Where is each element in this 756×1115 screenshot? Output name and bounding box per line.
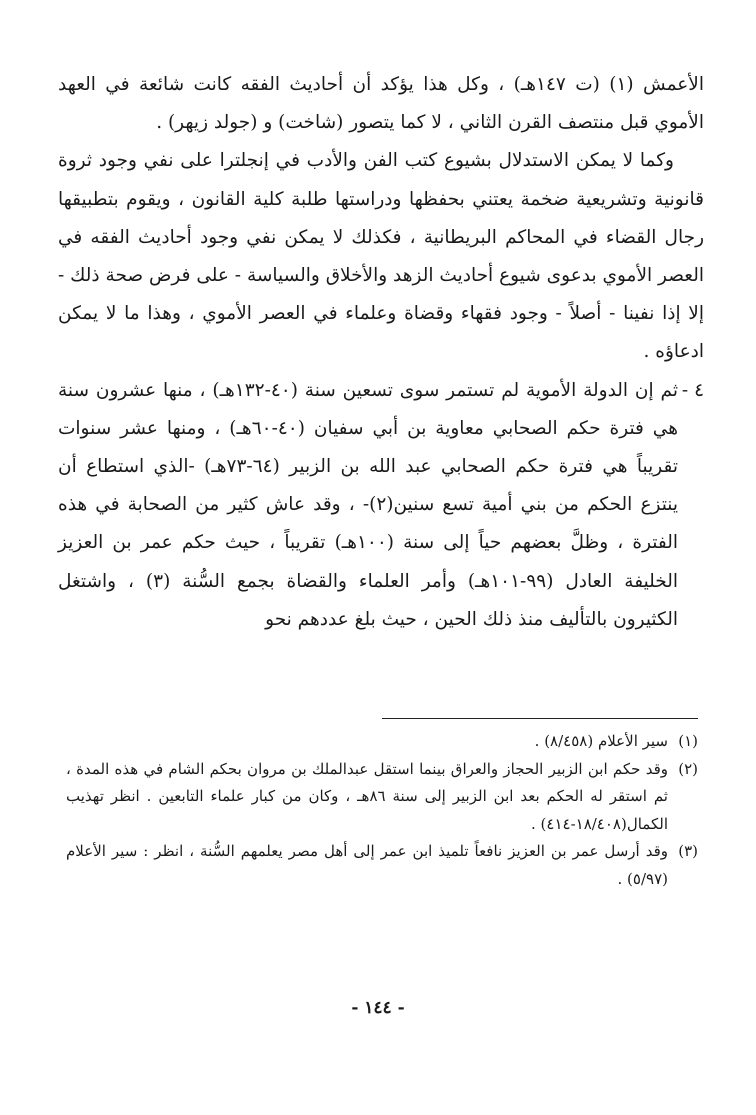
main-text bbox=[58, 66, 704, 639]
footnote-text: وقد حكم ابن الزبير الحجاز والعراق بينما استقل عبدالملك بن مروان بحكم الشام في هذه المدة ، ثم استقر له الحكم بعد ابن الزبير إلى سنة ٨٦هـ ، وكان من كبار علماء التابعين . انظر تهذيب الكمال(١٨/٤٠٨-٤١٤) . bbox=[66, 759, 668, 833]
paragraph-1: الأعمش (١) (ت ١٤٧هـ) ، وكل هذا يؤكد أن أحاديث الفقه كانت شائعة في العهد الأموي قبل منتصف القرن الثاني ، لا كما يتصور (شاخت) و (جولد زيهر) . bbox=[58, 74, 704, 134]
paragraph-2: وكما لا يمكن الاستدلال بشيوع كتب الفن والأدب في إنجلترا على نفي وجود ثروة قانونية وتشريعية ضخمة يعتني بحفظها ودراستها طلبة كلية القانون ، ويقوم بتطبيقها رجال القضاء في المحاكم البريطانية ، فكذلك لا يمكن نفي وجود أحاديث الفقه في العصر الأموي بدعوى شيوع أحاديث الزهد والأخلاق والسياسة - على فرض صحة ذلك - إلا إذا نفينا - أصلاً - وجود فقهاء وقضاة وعلماء في العصر الأموي ، وهذا ما لا يمكن ادعاؤه . bbox=[58, 150, 704, 363]
footnotes bbox=[66, 728, 698, 893]
footnote-number: (٣) bbox=[678, 842, 698, 860]
footnote-3 bbox=[66, 838, 698, 893]
footnote-text: وقد أرسل عمر بن العزيز نافعاً تلميذ ابن عمر إلى أهل مصر يعلمهم السُّنة ، انظر : سير الأعلام (٥/٩٧) . bbox=[66, 842, 668, 888]
numbered-item-4 bbox=[58, 372, 704, 639]
item-number: ٤ - bbox=[681, 379, 704, 401]
footnote-text: سير الأعلام (٨/٤٥٨) . bbox=[534, 732, 668, 750]
footnote-number: (١) bbox=[678, 732, 698, 750]
footnote-divider bbox=[382, 718, 698, 719]
footnote-2 bbox=[66, 756, 698, 839]
footnote-1 bbox=[66, 728, 698, 756]
item-text: ثم إن الدولة الأموية لم تستمر سوى تسعين سنة (٤٠-١٣٢هـ) ، منها عشرون سنة هي فترة حكم الصحابي معاوية بن أبي سفيان (٤٠-٦٠هـ) ، ومنها عشر سنوات تقريباً هي فترة حكم الصحابي عبد الله بن الزبير (٦٤-٧٣هـ) -الذي استطاع أن ينتزع الحكم من بني أمية تسع سنين(٢)- ، وقد عاش كثير من الصحابة في هذه الفترة ، وظلَّ بعضهم حياً إلى سنة (١٠٠هـ) تقريباً ، حيث حكم عمر بن العزيز الخليفة العادل (٩٩-١٠١هـ) وأمر العلماء والقضاة بجمع السُّنة (٣) ، واشتغل الكثيرون بالتأليف منذ ذلك الحين ، حيث بلغ عددهم نحو bbox=[58, 379, 679, 630]
page-number: - ١٤٤ - bbox=[351, 998, 405, 1018]
footnote-number: (٢) bbox=[678, 759, 698, 778]
